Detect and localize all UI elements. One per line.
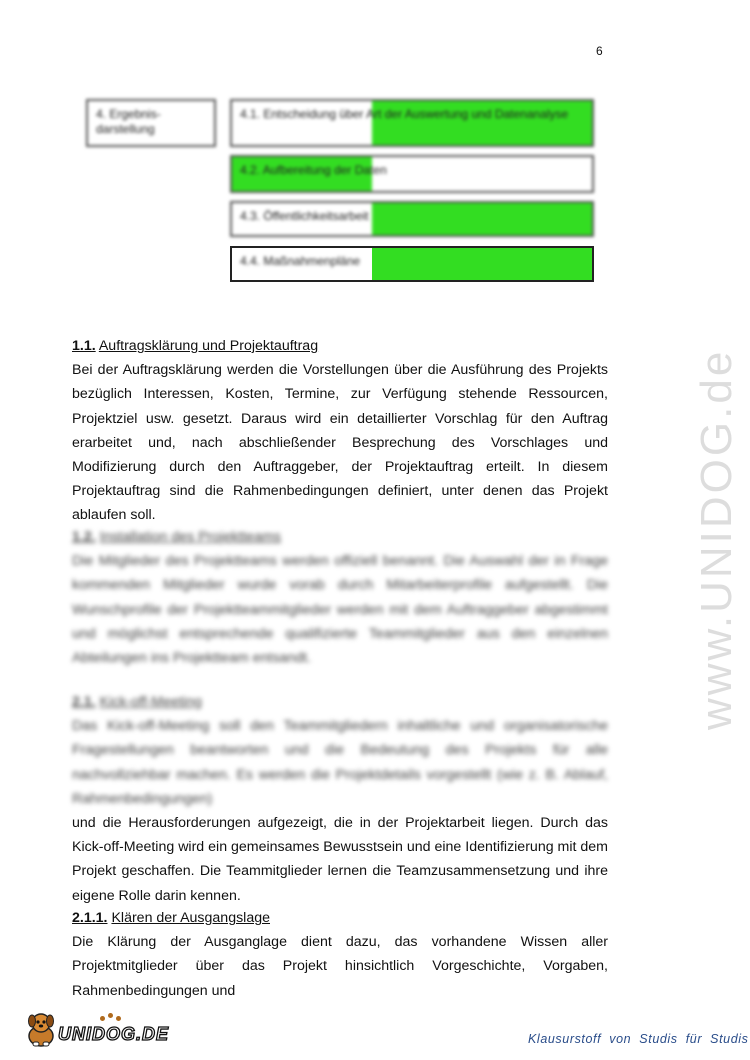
section-title: Auftragsklärung und Projektauftrag	[98, 338, 319, 354]
section-paragraph: Die Mitglieder des Projektteams werden offiziell benannt. Die Auswahl der in Frage kommenden Mitglieder wurde vorab durch Mitarbeiterprofile aufgestellt. Die Wunschprofile der Projektteammitglieder werden mit dem Auftraggeber abgestimmt und möglichst entsprechende qualifizierte Teammitglieder aus den einzelnen Abteilungen ins Projektteam entsandt.	[72, 553, 608, 667]
section-number: 2.1.	[72, 694, 96, 710]
footer-logo[interactable]	[24, 1010, 170, 1050]
section-title: Klären der Ausgangslage	[111, 910, 270, 926]
section-number: 2.1.1.	[72, 910, 108, 926]
dog-mascot-icon	[24, 1012, 58, 1048]
section-2-1	[72, 690, 608, 908]
phase-box-left	[86, 99, 216, 147]
phase-box-4-3	[230, 201, 594, 237]
section-title: Kick-off-Meeting	[99, 694, 202, 710]
section-number: 1.1.	[72, 338, 96, 354]
phase-box-4-2	[230, 155, 594, 193]
phase-box-left-label: 4. Ergebnis-darstellung	[96, 107, 161, 136]
section-title: Installation des Projektteams	[99, 529, 282, 545]
phase-box-4-3-label: 4.3. Öffentlichkeitsarbeit	[240, 209, 369, 223]
footer-logo-text: UNIDOG.DE	[58, 1024, 170, 1044]
phase-box-4-1	[230, 99, 594, 147]
page-number: 6	[596, 44, 603, 58]
section-paragraph: und die Herausforderungen aufgezeigt, die in der Projektarbeit liegen. Durch das Kick-off-Meeting wird ein gemeinsames Bewusstsein und eine Identifizierung mit dem Projekt geschaffen. Die Teammitglieder lernen die Teamzusammensetzung und ihre eigene Rolle darin kennen.	[72, 815, 608, 904]
section-paragraph-blurred: Das Kick-off-Meeting soll den Teammitgliedern inhaltliche und organisatorische Fragestellungen beantworten und die Bedeutung des Projekts für alle nachvollziehbar machen. Es werden die Projektdetails vorgestellt (wie z. B. Ablauf, Rahmenbedingungen)	[72, 718, 608, 807]
phase-box-4-4	[230, 246, 594, 282]
footer-tagline: Klausurstoff von Studis für Studis	[528, 1032, 749, 1046]
section-2-1-1	[72, 906, 608, 1003]
section-paragraph: Bei der Auftragsklärung werden die Vorstellungen über die Ausführung des Projekts bezüglich Interessen, Kosten, Termine, zur Verfügung stehende Ressourcen, Projektziel usw. gesetzt. Daraus wird ein detaillierter Vorschlag für den Auftrag erarbeitet und, nach abschließender Besprechung des Vorschlages und Modifizierung durch den Auftraggeber, der Projektauftrag erteilt. In diesem Projektauftrag sind die Rahmenbedingungen definiert, unter denen das Projekt ablaufen soll.	[72, 362, 608, 524]
section-paragraph: Die Klärung der Ausganglage dient dazu, das vorhandene Wissen aller Projektmitglieder über das Projekt hinsichtlich Vorgeschichte, Vorgaben, Rahmenbedingungen und	[72, 934, 608, 999]
section-heading	[72, 525, 608, 549]
phase-box-4-2-label: 4.2. Aufbereitung der Daten	[240, 163, 387, 177]
phase-box-4-4-label: 4.4. Maßnahmenpläne	[240, 254, 361, 268]
section-1-1	[72, 334, 608, 528]
phase-box-4-1-label: 4.1. Entscheidung über Art der Auswertung und Datenanalyse	[240, 107, 569, 121]
section-1-2	[72, 525, 608, 670]
section-heading	[72, 690, 608, 714]
section-number: 1.2.	[72, 529, 96, 545]
watermark: www.UNIDOG.de	[692, 348, 741, 730]
section-heading	[72, 906, 608, 930]
section-heading	[72, 334, 608, 358]
